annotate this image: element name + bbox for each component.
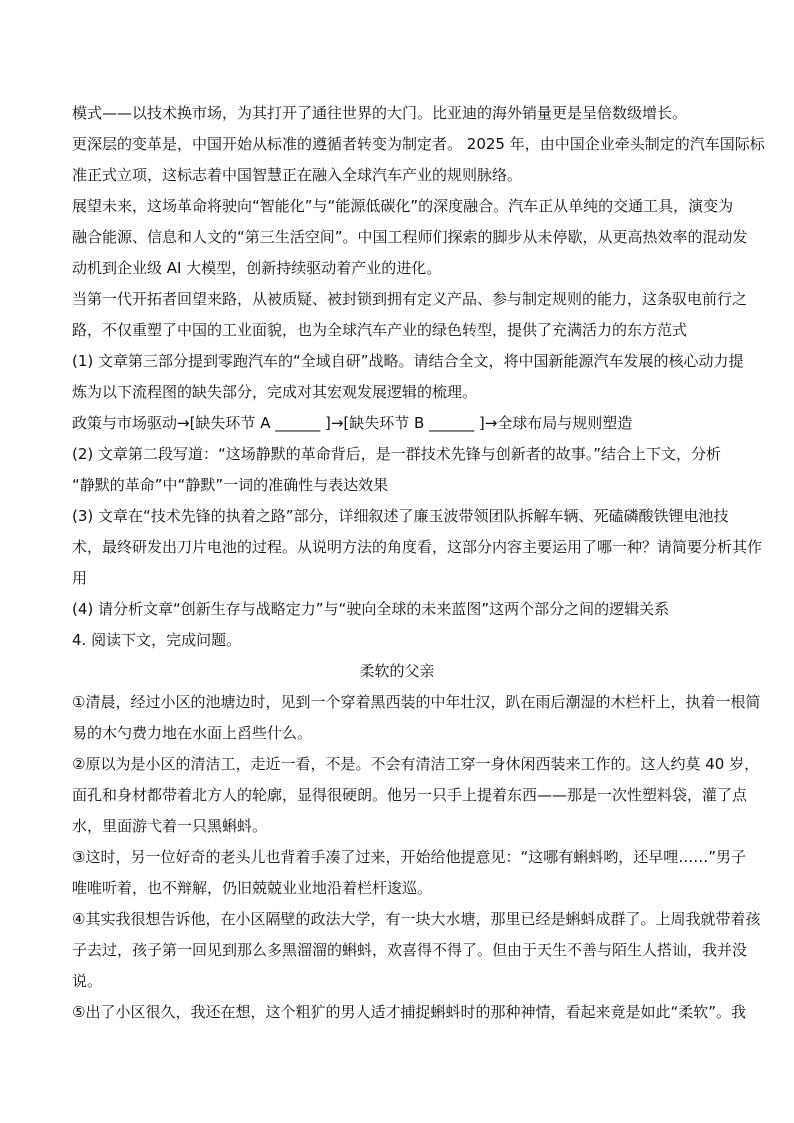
text-line: 模式——以技术换市场，为其打开了通往世界的大门。比亚迪的海外销量更是呈倍数级增长。 [72, 104, 688, 122]
text-line: 展望未来，这场革命将驶向“智能化”与“能源低碳化”的深度融合。汽车正从单纯的交通工具，演变为 [72, 197, 734, 215]
story-line: 唯唯听着，也不辩解，仍旧兢兢业业地沿着栏杆逡巡。 [72, 879, 433, 897]
question-2-line: (2) 文章第二段写道：“这场静默的革命背后，是一群技术先锋与创新者的故事。”结合上下文，分析 [72, 445, 722, 463]
story-line: 水，里面游弋着一只黑蝌蚪。 [72, 817, 268, 835]
story-line: ①清晨，经过小区的池塘边时，见到一个穿着黑西装的中年壮汉，趴在雨后潮湿的木栏杆上，执着一根简 [72, 693, 761, 711]
text-line: 当第一代开拓者回望来路，从被质疑、被封锁到拥有定义产品、参与制定规则的能力，这条驭电前行之 [72, 290, 748, 308]
story-line: 易的木勺费力地在水面上舀些什么。 [72, 724, 313, 742]
text-line: 动机到企业级 AI 大模型，创新持续驱动着产业的进化。 [72, 259, 442, 277]
story-title: 柔软的父亲 [359, 662, 435, 680]
story-line: 说。 [72, 972, 103, 990]
story-line: ④其实我很想告诉他，在小区隔壁的政法大学，有一块大水塘，那里已经是蝌蚪成群了。上周我就带着孩 [72, 910, 761, 928]
text-line: 更深层的变革是，中国开始从标准的遵循者转变为制定者。 2025 年，由中国企业牵头制定的汽车国际标 [72, 135, 765, 153]
story-line: ②原以为是小区的清洁工，走近一看，不是。不会有清洁工穿一身休闲西装来工作的。这人约莫 40 岁， [72, 755, 760, 773]
flowchart-line: 政策与市场驱动→[缺失环节 A ______ ]→[缺失环节 B ______ ]→全球布局与规则塑造 [72, 414, 633, 432]
text-line: 准正式立项，这标志着中国智慧正在融入全球汽车产业的规则脉络。 [72, 166, 523, 184]
question-3-line: 术，最终研发出刀片电池的过程。从说明方法的角度看，这部分内容主要运用了哪一种？请简要分析其作 [72, 538, 763, 556]
question-1-line: 炼为以下流程图的缺失部分，完成对其宏观发展逻辑的梳理。 [72, 383, 478, 401]
question-4-line: (4) 请分析文章“创新生存与战略定力”与“驶向全球的未来蓝图”这两个部分之间的逻辑关系 [72, 600, 670, 618]
question-3-line: (3) 文章在“技术先锋的执着之路”部分，详细叙述了廉玉波带领团队拆解车辆、死磕磷酸铁锂电池技 [72, 507, 729, 525]
passage-continued [72, 98, 765, 346]
question-3-line: 用 [72, 569, 88, 587]
story-line: ③这时，另一位好奇的老头儿也背着手凑了过来，开始给他提意见：“这哪有蝌蚪哟，还早哩……”男子 [72, 848, 746, 866]
story-passage [72, 687, 761, 1028]
section-4-heading: 4. 阅读下文，完成问题。 [72, 631, 242, 649]
question-2-line: “静默的革命”中“静默”一词的准确性与表达效果 [72, 476, 389, 494]
story-line: 子去过，孩子第一回见到那么多黑溜溜的蝌蚪，欢喜得不得了。但由于天生不善与陌生人搭讪，我并没 [72, 941, 748, 959]
story-line: ⑤出了小区很久，我还在想，这个粗犷的男人适才捕捉蝌蚪时的那种神情，看起来竟是如此“柔软”。我 [72, 1003, 746, 1021]
question-1-line: (1) 文章第三部分提到零跑汽车的“全域自研”战略。请结合全文，将中国新能源汽车发展的核心动力提 [72, 352, 744, 370]
document-page [72, 98, 765, 1028]
text-line: 路，不仅重塑了中国的工业面貌，也为全球汽车产业的绿色转型，提供了充满活力的东方范式 [72, 321, 688, 339]
story-line: 面孔和身材都带着北方人的轮廓，显得很硬朗。他另一只手上提着东西——那是一次性塑料袋，灌了点 [72, 786, 748, 804]
questions-block [72, 346, 763, 656]
text-line: 融合能源、信息和人文的“第三生活空间”。中国工程师们探索的脚步从未停歇，从更高热效率的混动发 [72, 228, 748, 246]
